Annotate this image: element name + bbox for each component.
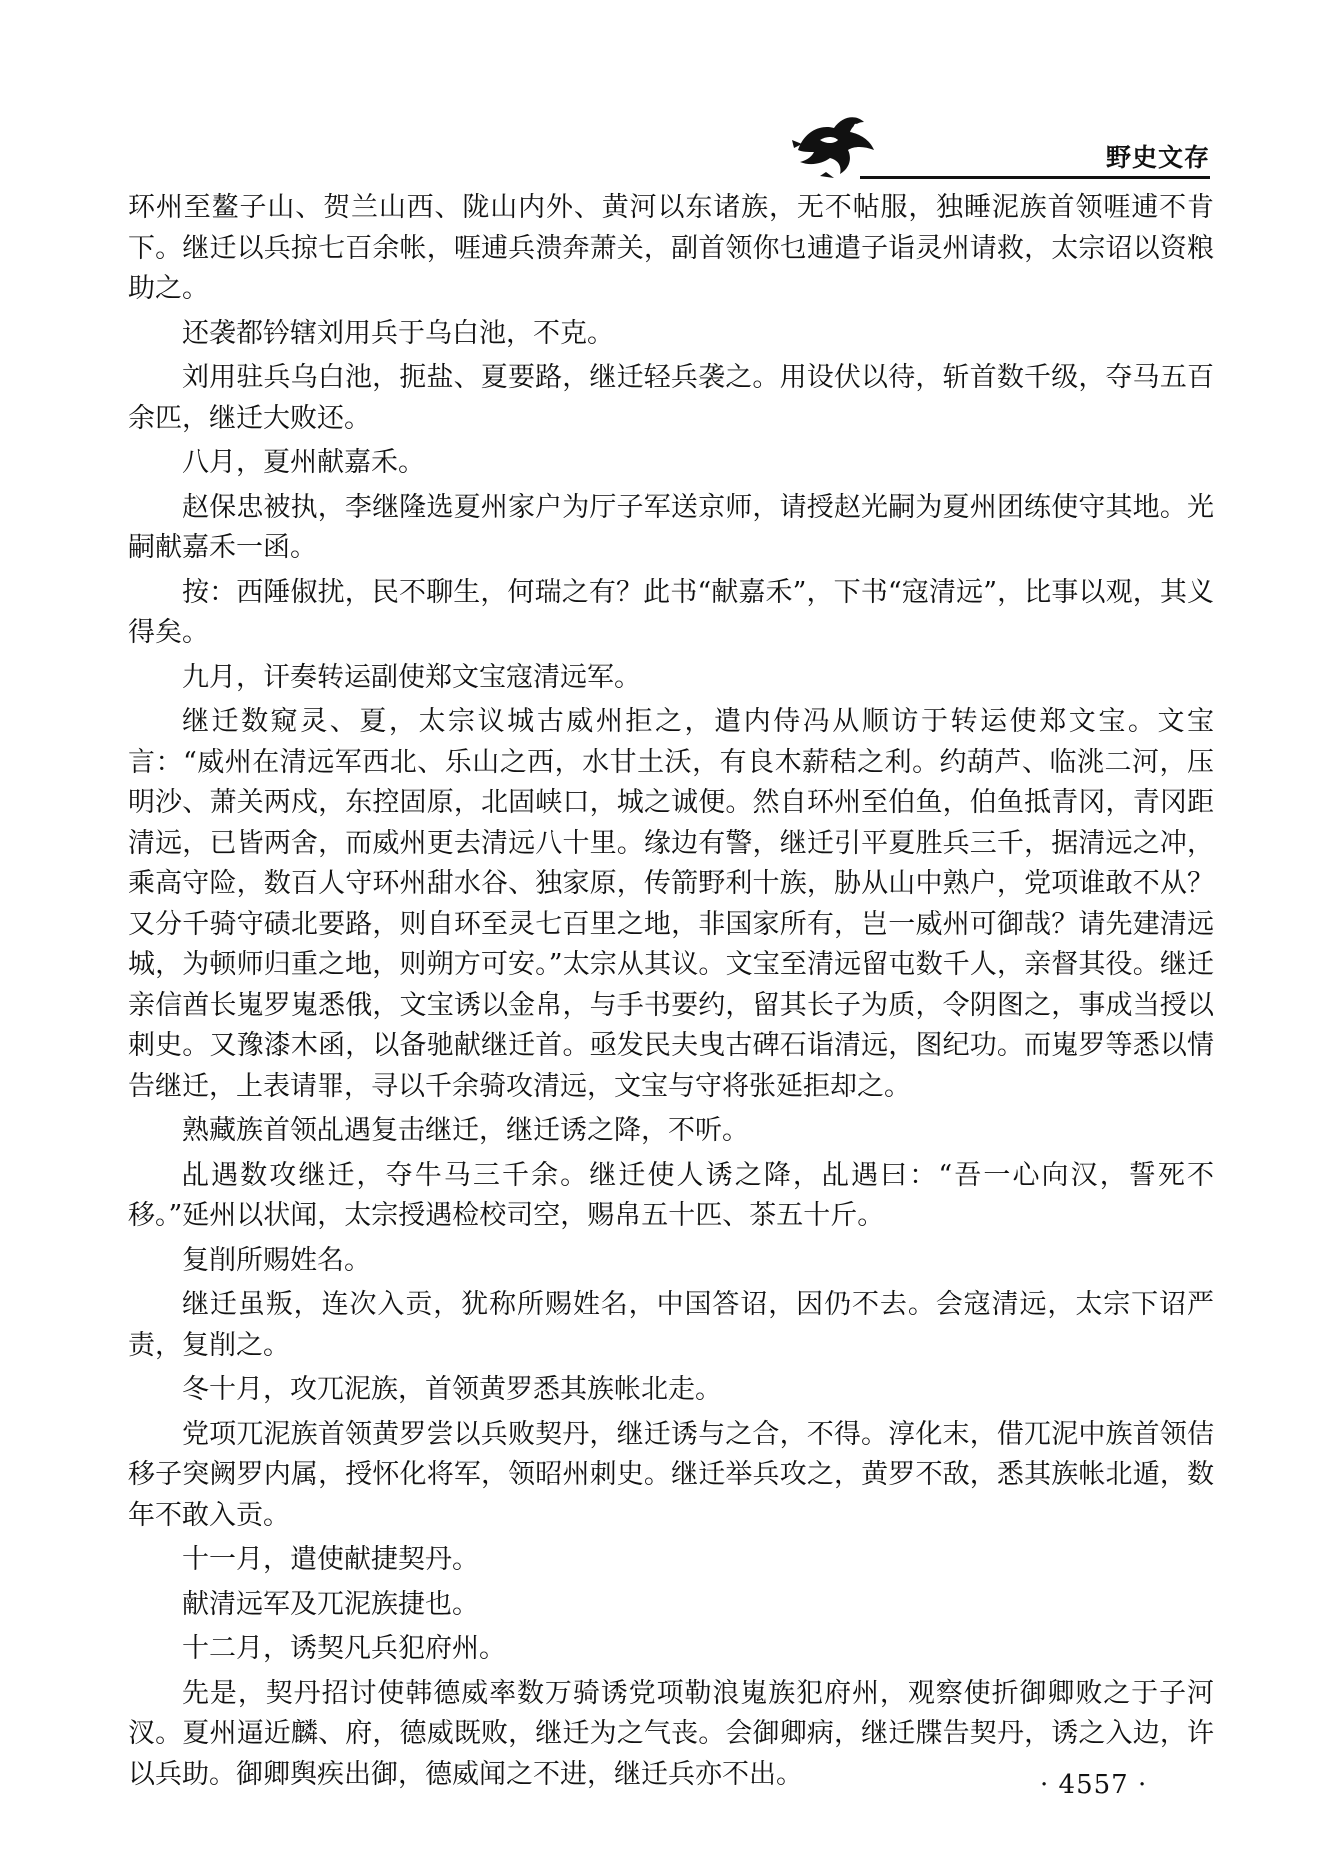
page-number: · 4557 · — [1040, 1770, 1148, 1800]
paragraph: 复削所赐姓名。 — [182, 1244, 371, 1276]
paragraph: 先是，契丹招讨使韩德威率数万骑诱党项勒浪嵬族犯府州，观察使折御卿败之于子河汊。夏州逼近麟、府，德威既败，继迁为之气丧。会御卿病，继迁牒告契丹，诱之入边，许以兵助。御卿舆疾出御，德威闻之不进，继迁兵亦不出。 — [128, 1677, 1214, 1790]
paragraph: 熟藏族首领乩遇复击继迁，继迁诱之降，不听。 — [182, 1115, 749, 1146]
paragraph: 八月，夏州献嘉禾。 — [182, 447, 425, 478]
paragraph: 赵保忠被执，李继隆选夏州家户为厅子军送京师，请授赵光嗣为夏州团练使守其地。光嗣献嘉禾一函。 — [128, 491, 1214, 563]
paragraph: 献清远军及兀泥族捷也。 — [182, 1588, 479, 1620]
paragraph: 按：西陲俶扰，民不聊生，何瑞之有？此书“献嘉禾”，下书“寇清远”，比事以观，其义得矣。 — [128, 576, 1214, 648]
paragraph: 十一月，遣使献捷契丹。 — [182, 1544, 479, 1575]
running-header — [790, 110, 1210, 180]
paragraph: 刘用驻兵乌白池，扼盐、夏要路，继迁轻兵袭之。用设伏以待，斩首数千级，夺马五百余匹，继迁大败还。 — [128, 362, 1214, 434]
series-title: 野史文存 — [1105, 143, 1210, 172]
paragraph: 还袭都钤辖刘用兵于乌白池，不克。 — [182, 317, 614, 349]
paragraph: 九月，讦奏转运副使郑文宝寇清远军。 — [182, 661, 641, 693]
paragraph: 党项兀泥族首领黄罗尝以兵败契丹，继迁诱与之合，不得。淳化末，借兀泥中族首领佶移子突阙罗内属，授怀化将军，领昭州刺史。继迁举兵攻之，黄罗不敌，悉其族帐北遁，数年不敢入贡。 — [128, 1418, 1214, 1531]
paragraph: 继迁数窥灵、夏，太宗议城古威州拒之，遣内侍冯从顺访于转运使郑文宝。文宝言：“威州在清远军西北、乐山之西，水甘土沃，有良木薪秸之利。约葫芦、临洮二河，压明沙、萧关两戍，东控固原，北固峡口，城之诚便。然自环州至伯鱼，伯鱼抵青冈，青冈距清远，已皆两舍，而威州更去清远八十里。缘边有警，继迁引平夏胜兵三千，据清远之冲，乘高守险，数百人守环州甜水谷、独家原，传箭野利十族，胁从山中熟户，党项谁敢不从？又分千骑守碛北要路，则自环至灵七百里之地，非国家所有，岂一威州可御哉？请先建清远城，为顿师归重之地，则朔方可安。”太宗从其议。文宝至清远留屯数千人，亲督其役。继迁亲信酋长嵬罗嵬悉俄，文宝诱以金帛，与手书要约，留其长子为质，令阴图之，事成当授以刺史。又豫漆木函，以备驰献继迁首。亟发民夫曳古碑石诣清远，图纪功。而嵬罗等悉以情告继迁，上表请罪，寻以千余骑攻清远，文宝与守将张延拒却之。 — [128, 706, 1214, 1102]
paragraph: 十二月，诱契凡兵犯府州。 — [182, 1633, 506, 1664]
header-rule — [860, 176, 1210, 179]
paragraph: 乩遇数攻继迁，夺牛马三千余。继迁使人诱之降，乩遇曰：“吾一心向汉，誓死不移。”延州以状闻，太宗授遇检校司空，赐帛五十匹、茶五十斤。 — [128, 1159, 1214, 1231]
dragon-emblem-icon — [790, 110, 880, 178]
paragraph: 继迁虽叛，连次入贡，犹称所赐姓名，中国答诏，因仍不去。会寇清远，太宗下诏严责，复削之。 — [128, 1289, 1214, 1361]
body-text — [128, 188, 1214, 1799]
paragraph: 冬十月，攻兀泥族，首领黄罗悉其族帐北走。 — [182, 1374, 722, 1405]
paragraph: 环州至鳌子山、贺兰山西、陇山内外、黄河以东诸族，无不帖服，独睡泥族首领啀逋不肯下。继迁以兵掠七百余帐，啀逋兵溃奔萧关，副首领你乜逋遣子诣灵州请救，太宗诏以资粮助之。 — [128, 192, 1214, 304]
